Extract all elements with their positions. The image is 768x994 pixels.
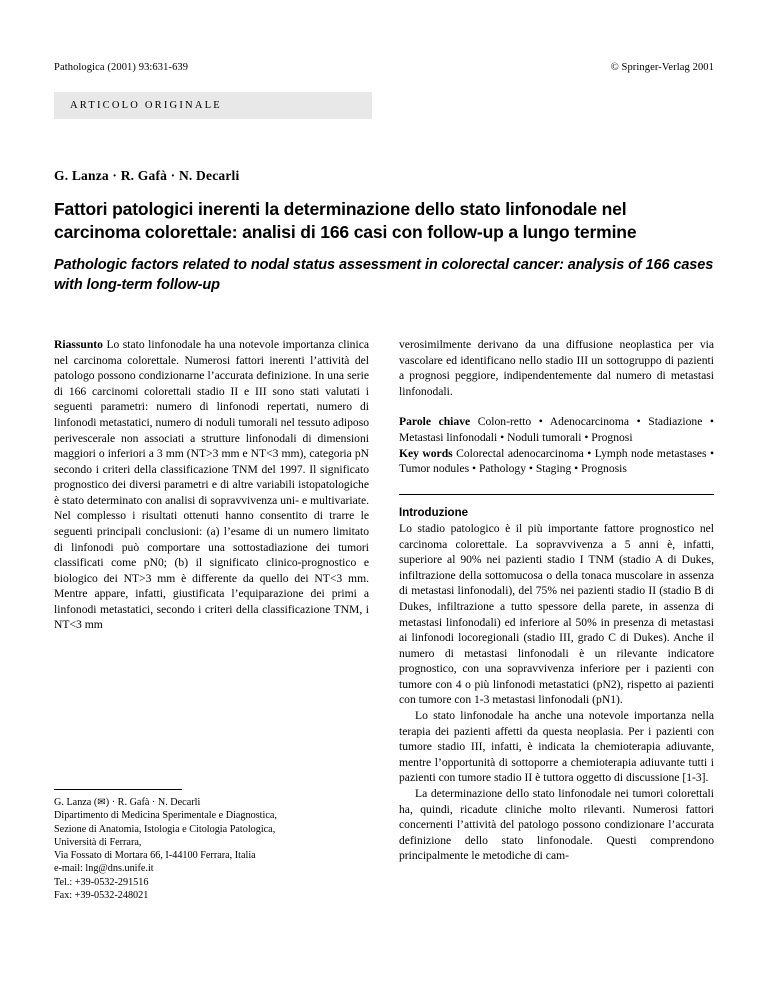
intro-paragraph-1: Lo stadio patologico è il più importante fattore prognostico nel carcinoma colorettale. La sopravvivenza a 5 anni è, infatti, superiore al 90% nei pazienti stadio I TNM (stadio A di Dukes, infiltrazione della sottomucosa o della tonaca muscolare in assenza di metastasi linfonodali), del 75% nei pazienti stadio II (stadio B di Dukes, infiltrazione a tutto spessore della parete, in assenza di metastasi linfonodali) ed inferiore al 50% in presenza di metastasi ai linfonodi locoregionali (stadio III, grado C di Dukes). Anche il numero di metastasi linfonodali è un rilevante indicatore prognostico, con una sopravvivenza inferiore per i pazienti con tumore con 4 o più linfonodi metastatici (pN2), rispetto ai pazienti con tumore con 1-3 metastasi linfonodali (pN1).: [399, 522, 714, 707]
keywords-english: [399, 446, 714, 477]
journal-citation: Pathologica (2001) 93:631-639: [54, 62, 189, 73]
correspondence-footnote: [54, 789, 369, 902]
keywords-block: [399, 414, 714, 476]
column-left: [54, 337, 369, 864]
footnote-line-5: Via Fossato di Mortara 66, I-44100 Ferrara, Italia: [54, 850, 256, 861]
footnote-line-4: Università di Ferrara,: [54, 836, 142, 848]
keywords-italian-text: Colon-retto • Adenocarcinoma • Stadiazione • Metastasi linfonodali • Noduli tumorali • Prognosi: [399, 415, 714, 444]
keywords-english-text: Colorectal adenocarcinoma • Lymph node metastases • Tumor nodules • Pathology • Staging • Prognosis: [399, 446, 714, 476]
article-type-band: [54, 92, 372, 119]
abstract-text: Lo stato linfonodale ha una notevole importanza clinica nel carcinoma colorettale. Numerosi fattori inerenti l’attività del patologo possono condizionarne l’accurata definizione. In una serie di 166 carcinomi colorettali stadio II e III sono stati valutati i seguenti parametri: numero di linfonodi repertati, numero di linfonodi metastatici, numero di noduli tumorali nel tessuto adiposo perivescerale non associati a strutture linfonodali di dimensioni maggiori o inferiori a 3 mm (NT>3 mm e NT<3 mm), categoria pN secondo i criteri della classificazione TNM del 1997. Il significato prognostico dei diversi parametri e di altre variabili istopatologiche è stato determinato con analisi di sopravvivenza uni- e multivariate. Nel complesso i risultati ottenuti hanno consentito di trarre le seguenti principali conclusioni: (a) l’esame di un numero limitato di linfonodi può comportare una sottostadiazione dei tumori classificati come pN0; (b) il significato clinico-prognostico e biologico dei NT>3 mm è differente da quello dei NT<3 mm. Mentre appare, infatti, giustificata l’equiparazione dei primi a linfonodi metastatici, secondo i criteri della classificazione TNM, i NT<3 mm: [54, 338, 369, 632]
intro-paragraph-3: La determinazione dello stato linfonodale nei tumori colorettali ha, quindi, ricadute cliniche molto rilevanti. Numerosi fattori concernenti l’attività del patologo possono condizionare l’accurata definizione dello stato linfonodale. Questi comprendono principalmente le metodiche di cam-: [399, 786, 714, 863]
footnote-line-2: Dipartimento di Medicina Sperimentale e Diagnostica,: [54, 810, 277, 822]
abstract-continuation: verosimilmente derivano da una diffusione neoplastica per via vascolare ed identificano nello stadio III un sottogruppo di pazienti a prognosi peggiore, indipendentemente dal numero di metastasi linfonodali.: [399, 338, 714, 398]
intro-paragraph-2: Lo stato linfonodale ha anche una notevole importanza nella terapia dei pazienti affetti da questa neoplasia. Per i pazienti con tumore stadio III, infatti, è indicata la chemioterapia adiuvante, mentre l’opportunità di sottoporre a chemioterapia adiuvante tutti i pazienti con tumore stadio II è tuttora oggetto di discussione [1-3].: [399, 709, 714, 785]
page-subtitle: Pathologic factors related to nodal status assessment in colorectal cancer: analysis of 166 cases with long-term follow-up: [54, 257, 714, 293]
footnote-phone: Tel.: +39-0532-291516: [54, 876, 149, 888]
keywords-english-label: Key words: [399, 446, 453, 460]
body-columns: [54, 337, 714, 864]
footnote-fax: Fax: +39-0532-248021: [54, 889, 149, 901]
section-heading-introduzione: Introduzione: [399, 506, 468, 519]
author-list: G. Lanza · R. Gafà · N. Decarli: [54, 168, 240, 183]
copyright-notice: © Springer-Verlag 2001: [610, 62, 714, 73]
abstract-paragraph: [54, 337, 369, 633]
keywords-italian: [399, 414, 714, 445]
footnote-email[interactable]: e-mail: lng@dns.unife.it: [54, 863, 154, 875]
footnote-line-3: Sezione di Anatomia, Istologia e Citologia Patologica,: [54, 823, 276, 835]
column-right: [399, 337, 714, 864]
keywords-italian-label: Parole chiave: [399, 415, 471, 429]
footnote-divider: [54, 789, 182, 790]
abstract-label: Riassunto: [54, 338, 103, 352]
page-title: Fattori patologici inerenti la determinazione dello stato linfonodale nel carcinoma colorettale: analisi di 166 casi con follow-up a lungo termine: [54, 199, 637, 243]
article-type-label: ARTICOLO ORIGINALE: [70, 100, 222, 111]
footnote-line-1: G. Lanza (✉) · R. Gafà · N. Decarli: [54, 797, 201, 808]
section-divider: [399, 494, 714, 495]
page-header: [54, 62, 714, 73]
